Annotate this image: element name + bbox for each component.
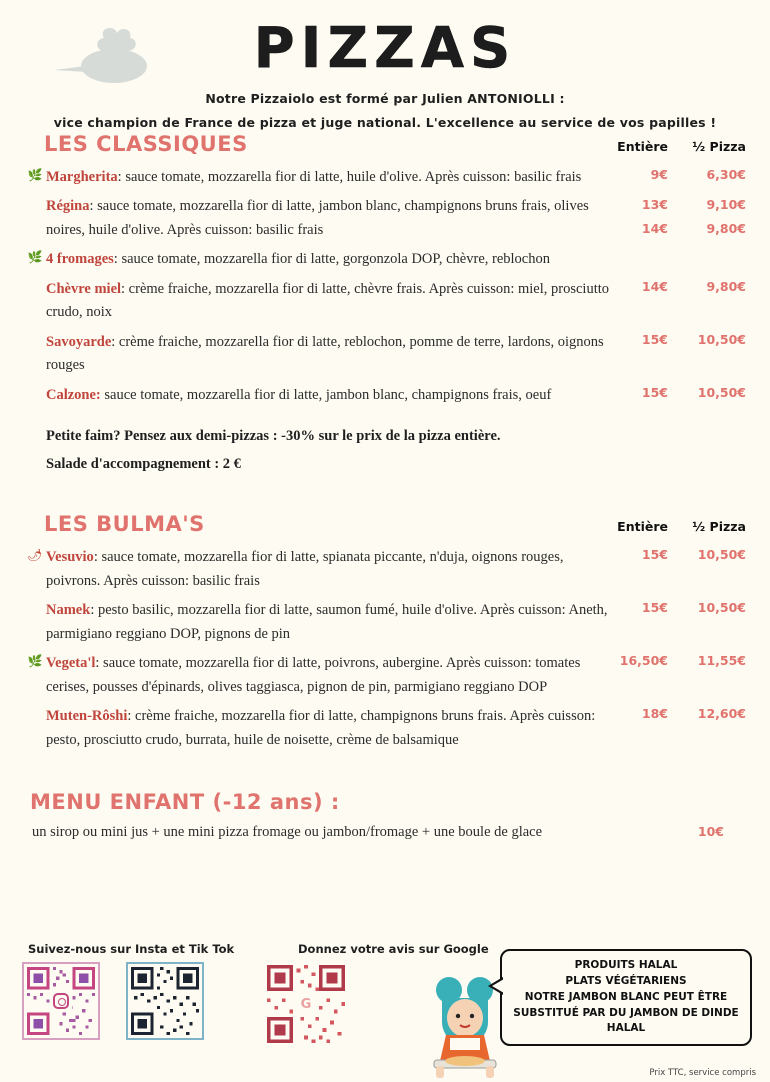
item-prices	[614, 546, 746, 562]
menu-item	[24, 599, 746, 646]
section-title: LES BULMA'S	[44, 512, 205, 537]
item-name: Muten-Rôshi	[46, 708, 128, 725]
item-description	[46, 705, 614, 752]
price-half: 11,55€	[697, 653, 746, 669]
price-half: 9,10€	[706, 197, 746, 213]
price-half: 6,30€	[706, 167, 746, 182]
item-desc-text: : sauce tomate, mozzarella fior di latte, gorgonzola DOP, chèvre, reblochon	[113, 251, 550, 268]
price-entire: 16,50€	[619, 653, 668, 669]
google-label: Donnez votre avis sur Google	[298, 942, 489, 956]
vegetarian-leaf-icon: 🌿	[27, 168, 43, 182]
item-description	[46, 195, 614, 242]
item-name: Calzone:	[46, 386, 101, 403]
spicy-chili-icon: 🌶	[27, 548, 43, 563]
price-half: 10,50€	[697, 331, 746, 347]
no-icon	[24, 195, 46, 198]
intro-text	[0, 87, 770, 135]
kids-menu-title: MENU ENFANT (-12 ans) :	[30, 790, 340, 815]
column-headers	[614, 519, 746, 536]
menu-items	[24, 166, 746, 407]
item-prices	[614, 166, 746, 182]
social-label: Suivez-nous sur Insta et Tik Tok	[28, 942, 235, 956]
item-name: 4 fromages	[46, 251, 114, 268]
menu-item	[24, 331, 746, 378]
section-header	[24, 512, 746, 538]
no-icon	[24, 705, 46, 708]
item-desc-text: : sauce tomate, mozzarella fior di latte, spianata piccante, n'duja, oignons rouges, poivrons. Après cuisson: basilic frais	[46, 549, 564, 589]
price-half-alt: 9,80€	[706, 221, 746, 237]
item-prices	[614, 278, 746, 294]
google-icon: G	[300, 996, 312, 1012]
instagram-qr-code[interactable]	[22, 962, 100, 1040]
column-header-half: ½ Pizza	[692, 519, 746, 535]
item-prices	[614, 705, 746, 721]
price-entire: 15€	[641, 331, 668, 347]
bubble-line-2: PLATS VÉGÉTARIENS	[565, 975, 687, 987]
bubble-line-4: SUBSTITUÉ PAR DU JAMBON DE DINDE	[513, 1006, 739, 1019]
menu-item	[24, 248, 746, 271]
item-prices	[614, 652, 746, 668]
bubble-line-5: HALAL	[606, 1022, 646, 1035]
price-entire: 18€	[641, 706, 668, 722]
item-desc-text: : crème fraiche, mozzarella fior di latte, reblochon, pomme de terre, lardons, oignons rouges	[46, 333, 604, 374]
kids-menu	[0, 790, 770, 841]
item-desc-text: sauce tomate, mozzarella fior di latte, jambon blanc, champignons frais, oeuf	[100, 386, 552, 403]
item-description	[46, 166, 614, 189]
note-line-1: Petite faim? Pensez aux demi-pizzas : -30% sur le prix de la pizza entière.	[46, 428, 501, 445]
item-description	[46, 278, 614, 325]
section-title: LES CLASSIQUES	[44, 132, 248, 156]
menu-item	[24, 195, 746, 242]
menu-item	[24, 384, 746, 407]
section-classiques	[0, 132, 770, 478]
item-desc-text: : crème fraiche, mozzarella fior di latte, chèvre frais. Après cuisson: miel, prosciutto crudo, noix	[46, 280, 610, 321]
item-name: Chèvre miel	[46, 280, 122, 297]
chef-hat-pan-icon	[46, 26, 156, 86]
price-half: 10,50€	[697, 384, 746, 400]
item-desc-text: : sauce tomate, mozzarella fior di latte, jambon blanc, champignons bruns frais, olives noires, huile d'olive. Après cuisson: basilic frais	[46, 198, 589, 238]
google-review-qr-code[interactable]	[264, 962, 348, 1046]
kids-menu-price: 10€	[697, 824, 724, 840]
item-name: Savoyarde	[46, 333, 112, 350]
item-desc-text: : crème fraiche, mozzarella fior di latte, champignons bruns frais. Après cuisson: pesto, prosciutto crudo, burrata, huile de noisette, crème de balsamique	[46, 708, 596, 748]
no-icon	[24, 278, 46, 281]
item-description	[46, 599, 614, 646]
kids-menu-description: un sirop ou mini jus + une mini pizza fromage ou jambon/fromage + une boule de glace	[32, 824, 543, 841]
section-header	[24, 132, 746, 158]
item-description	[46, 248, 614, 271]
column-headers	[614, 139, 746, 156]
no-icon	[24, 384, 46, 387]
bubble-line-1: PRODUITS HALAL	[574, 959, 678, 972]
item-prices	[614, 195, 746, 236]
item-desc-text: : sauce tomate, mozzarella fior di latte, huile d'olive. Après cuisson: basilic frais	[117, 169, 582, 185]
menu-items	[24, 546, 746, 752]
price-half: 10,50€	[697, 547, 746, 563]
item-name: Namek	[46, 602, 91, 619]
item-prices	[614, 599, 746, 615]
no-icon	[24, 599, 46, 602]
info-bubble	[500, 949, 752, 1046]
price-entire: 13€	[641, 197, 668, 213]
legal-notice: Prix TTC, service compris	[649, 1068, 756, 1078]
item-desc-text: : sauce tomate, mozzarella fior di latte, poivrons, aubergine. Après cuisson: tomates cerises, pousses d'épinards, olives taggiasca, pignon de pin, parmigiano reggiano DOP	[46, 655, 581, 695]
price-half: 10,50€	[697, 600, 746, 616]
column-header-entire: Entière	[617, 139, 668, 154]
item-prices	[614, 331, 746, 347]
page-title: PIZZAS	[253, 16, 517, 81]
item-name: Vegeta'l	[46, 655, 96, 672]
qr-pattern	[131, 967, 199, 1035]
column-header-half: ½ Pizza	[692, 139, 746, 154]
section-bulmas	[0, 512, 770, 752]
section-note	[46, 423, 746, 478]
instagram-logo-area	[50, 990, 72, 1012]
google-logo-area	[295, 993, 317, 1015]
item-prices	[614, 248, 746, 249]
item-name: Régina	[46, 198, 90, 215]
price-half: 9,80€	[706, 278, 746, 294]
price-entire: 15€	[641, 547, 668, 563]
footer	[0, 942, 770, 1082]
menu-item	[24, 546, 746, 593]
item-name: Vesuvio	[46, 549, 94, 566]
item-name: Margherita	[46, 169, 118, 185]
no-icon	[24, 331, 46, 334]
item-description	[46, 652, 614, 699]
header	[0, 0, 770, 130]
vegetarian-leaf-icon: 🌿	[27, 654, 43, 669]
price-entire: 9€	[650, 167, 668, 182]
item-description	[46, 331, 614, 378]
item-description	[46, 384, 614, 407]
price-entire: 15€	[641, 384, 668, 400]
intro-line-2: vice champion de France de pizza et juge national. L'excellence au service de vos papilles !	[53, 114, 717, 130]
vegetarian-leaf-icon: 🌿	[27, 250, 43, 265]
price-half: 12,60€	[697, 706, 746, 722]
menu-item	[24, 278, 746, 325]
menu-item	[24, 166, 746, 189]
kids-menu-row	[24, 824, 746, 841]
price-entire: 14€	[641, 278, 668, 294]
price-entire-alt: 14€	[641, 221, 668, 237]
column-header-entire: Entière	[617, 519, 668, 535]
item-description	[46, 546, 614, 593]
tiktok-qr-code[interactable]	[126, 962, 204, 1040]
menu-item	[24, 652, 746, 699]
instagram-icon	[53, 993, 69, 1009]
menu-item	[24, 705, 746, 752]
item-prices	[614, 384, 746, 400]
item-desc-text: : pesto basilic, mozzarella fior di latte, saumon fumé, huile d'olive. Après cuisson: Aneth, parmigiano reggiano DOP, pignons de pin	[46, 602, 608, 642]
intro-line-1: Notre Pizzaiolo est formé par Julien ANTONIOLLI :	[205, 91, 565, 106]
note-line-2: Salade d'accompagnement : 2 €	[46, 455, 241, 472]
price-entire: 15€	[641, 600, 668, 616]
bubble-line-3: NOTRE JAMBON BLANC PEUT ÊTRE	[524, 990, 728, 1003]
